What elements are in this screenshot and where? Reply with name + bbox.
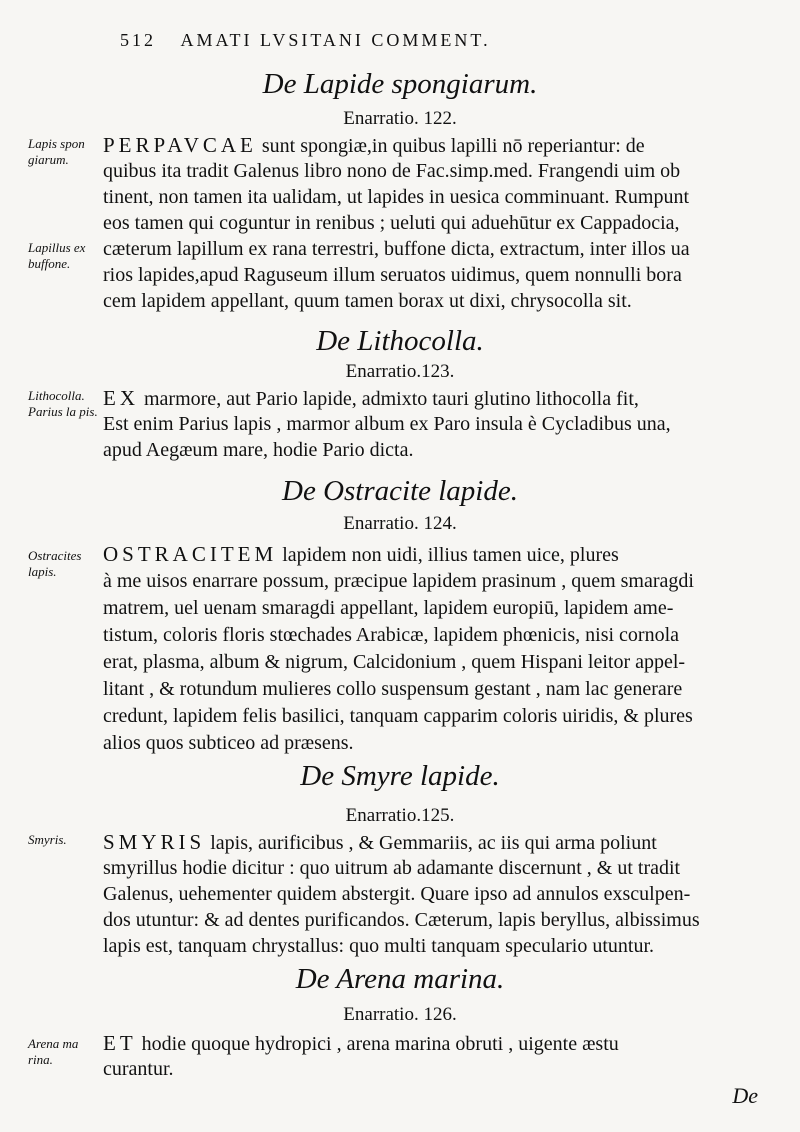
marginal-note: Smyris. [28, 832, 67, 847]
section-title: De Lithocolla. [316, 325, 484, 357]
body-line: quibus ita tradit Galenus libro nono de Fac.simp.med. Frangendi uim ob [103, 160, 681, 182]
body-line: matrem, uel uenam smaragdi appellant, lapidem europiū, lapidem ame- [103, 597, 674, 619]
body-line: PERPAVCAE sunt spongiæ,in quibus lapilli nō reperiantur: de [103, 133, 645, 157]
enarratio-label: Enarratio. 126. [343, 1004, 457, 1025]
marginal-note: Ostracites lapis. [28, 548, 82, 579]
body-line: SMYRIS lapis, aurificibus , & Gemmariis, ac iis qui arma poliunt [103, 830, 657, 854]
body-line: lapis est, tanquam chrystallus: quo multi tanquam speculario utuntur. [103, 935, 655, 957]
body-line: litant , & rotundum mulieres collo suspensum gestant , nam lac generare [103, 678, 683, 700]
body-line: tinent, non tamen ita ualidam, ut lapides in uesica comminuant. Rumpunt [103, 186, 689, 208]
lead-word: EX [103, 386, 139, 410]
body-line: OSTRACITEM lapidem non uidi, illius tamen uice, plures [103, 542, 619, 566]
body-line: tistum, coloris floris stœchades Arabicæ, lapidem phœnicis, nisi cornola [103, 624, 680, 646]
body-line: smyrillus hodie dicitur : quo uitrum ab adamante discernunt , & ut tradit [103, 857, 681, 879]
section-title: De Arena marina. [295, 963, 505, 995]
marginal-note: Lithocolla. Parius la pis. [28, 388, 98, 419]
section-title: De Ostracite lapide. [282, 475, 518, 507]
body-line: dos utuntur: & ad dentes purificandos. Cæterum, lapis beryllus, albissimus [103, 909, 700, 931]
body-line: curantur. [103, 1058, 174, 1080]
body-line: credunt, lapidem felis basilici, tanquam capparim coloris uiridis, & plures [103, 705, 693, 727]
enarratio-label: Enarratio.125. [345, 805, 455, 826]
body-line: cem lapidem appellant, quum tamen borax ut dixi, chrysocolla sit. [103, 290, 632, 312]
body-line: Est enim Parius lapis , marmor album ex Paro insula è Cycladibus una, [103, 413, 671, 435]
body-line: à me uisos enarrare possum, præcipue lapidem prasinum , quem smaragdi [103, 570, 694, 592]
marginal-note: Lapis spon giarum. [28, 136, 85, 167]
body-line: Galenus, uehementer quidem abstergit. Quare ipso ad annulos exsculpen- [103, 883, 691, 905]
marginal-note: Arena ma rina. [28, 1036, 79, 1067]
body-line: ET hodie quoque hydropici , arena marina obruti , uigente æstu [103, 1031, 619, 1055]
running-title: AMATI LVSITANI COMMENT. [180, 30, 491, 50]
body-line: erat, plasma, album & nigrum, Calcidonium , quem Hispani leitor appel- [103, 651, 686, 673]
section-title: De Lapide spongiarum. [262, 68, 538, 100]
marginal-note: Lapillus ex buffone. [28, 240, 86, 271]
enarratio-label: Enarratio. 124. [343, 513, 457, 534]
body-line: rios lapides,apud Raguseum illum seruatos uidimus, quem nonnulli bora [103, 264, 682, 286]
enarratio-label: Enarratio.123. [345, 361, 455, 382]
lead-word: PERPAVCAE [103, 133, 257, 157]
lead-word: ET [103, 1031, 137, 1055]
section-title: De Smyre lapide. [300, 760, 500, 792]
body-line: alios quos subticeo ad præsens. [103, 732, 354, 754]
body-line: cæterum lapillum ex rana terrestri, buffone dicta, extractum, inter illos ua [103, 238, 690, 260]
lead-word: SMYRIS [103, 830, 206, 854]
enarratio-label: Enarratio. 122. [343, 108, 457, 129]
lead-word: OSTRACITEM [103, 542, 278, 566]
running-header [120, 30, 640, 51]
page-number: 512 [120, 30, 156, 50]
body-line: apud Aegæum mare, hodie Pario dicta. [103, 439, 414, 461]
body-line: eos tamen qui coguntur in renibus ; ueluti qui aduehūtur ex Cappadocia, [103, 212, 680, 234]
catchword: De [732, 1083, 758, 1108]
body-line: EX marmore, aut Pario lapide, admixto tauri glutino lithocolla fit, [103, 386, 639, 410]
